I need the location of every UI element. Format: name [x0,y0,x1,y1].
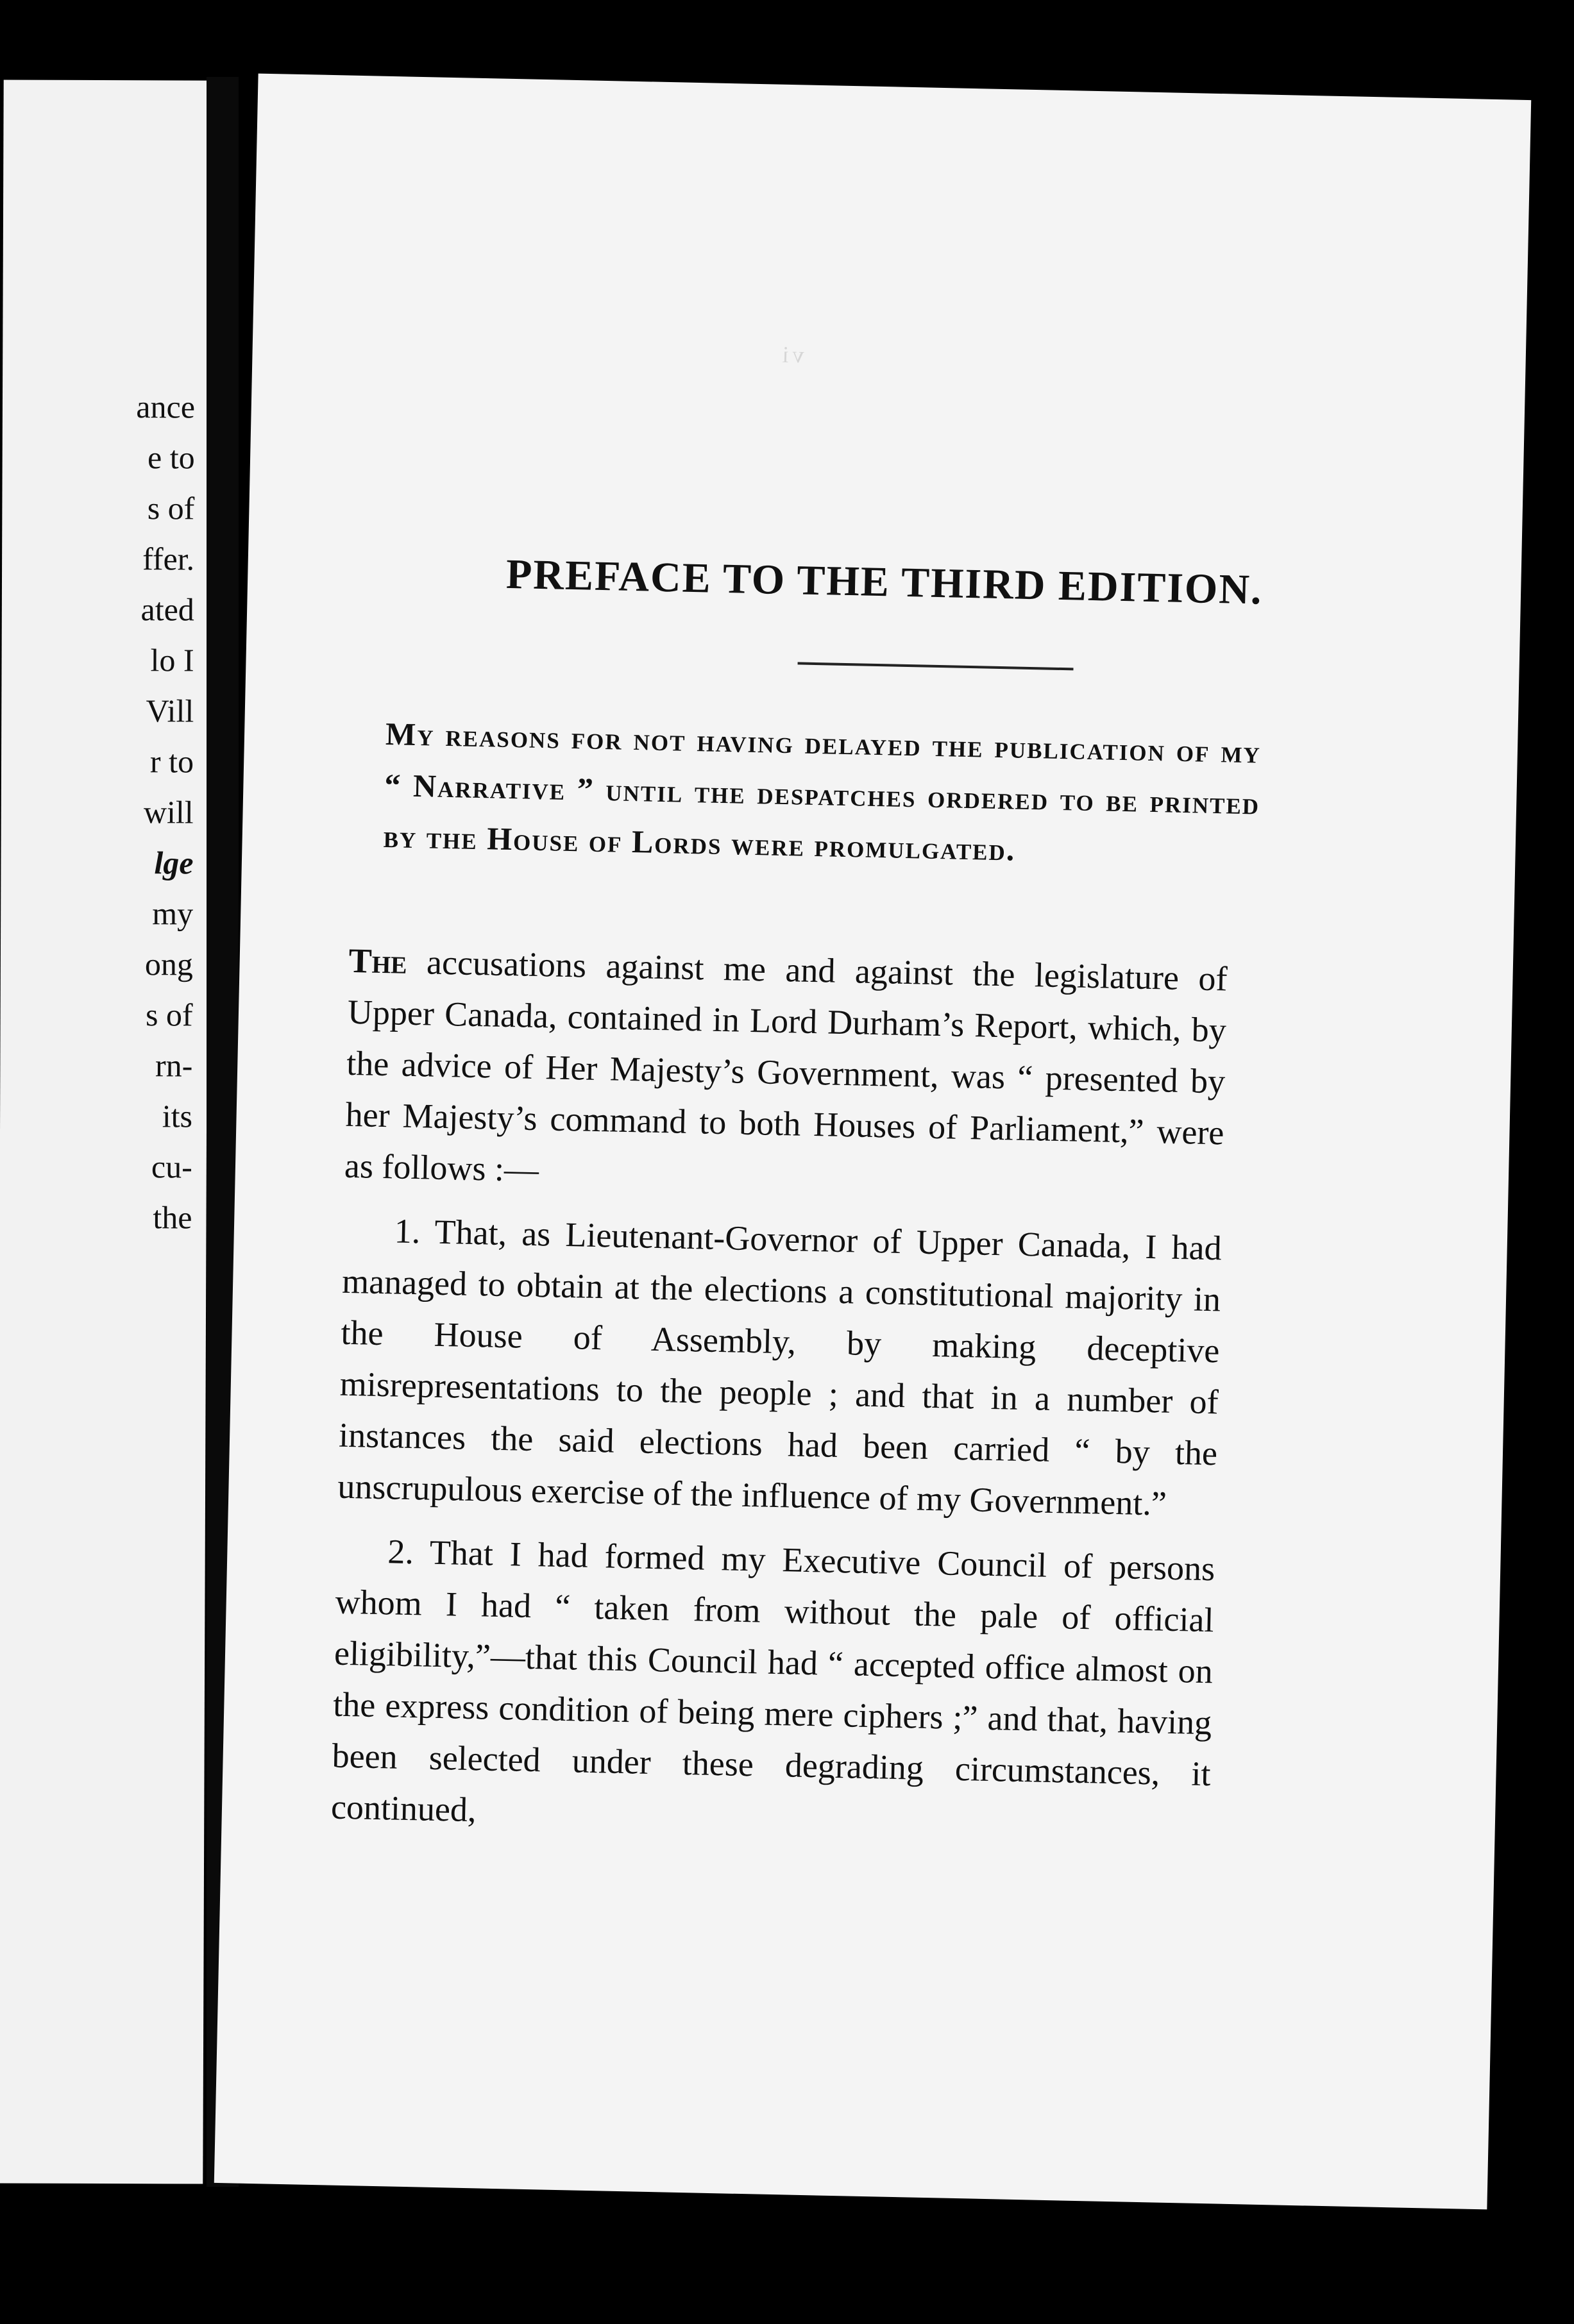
opening-paragraph [344,935,1228,1210]
right-page [214,74,1531,2210]
left-line: e to [147,439,195,476]
left-line: r to [149,743,194,780]
body-text [330,935,1228,1851]
left-line: s of [147,490,195,526]
left-line: s of [145,997,193,1033]
accusation-item-1: 1. That, as Lieutenant-Governor of Upper Canada, I had managed to obtain at the elections a constitutional majority in the House of Assembly, by making deceptive misrepresentations to the people ; and that in a number of instances the said elections had been carried “ by the unscrupulous exercise of the influence of my Government.” [337,1211,1223,1523]
left-line: Vill [146,693,194,729]
left-line: cu- [151,1149,192,1185]
section-subtitle: My reasons for not having delayed the publication of my “ Narrative ” until the despatches ordered to be printed by the House of Lords were promulgated. [383,715,1262,868]
title-rule [798,662,1074,670]
bleed-through-page-number: vi [778,341,805,368]
opening-lead: The [348,941,408,981]
left-line: ong [144,946,194,982]
opening-text: accusations against me and against the legislature of Upper Canada, contained in Lord Durham’s Report, which, by the advice of Her Majesty’s Government, was “ presented by her Majesty’s command to both Houses of Parliament,” were as follows :— [344,942,1228,1190]
left-page-text [133,382,195,1243]
left-line: my [152,895,194,932]
left-line: ated [140,591,194,628]
left-line: will [143,794,194,830]
page-title: PREFACE TO THE THIRD EDITION. [505,550,1264,614]
left-line: lge [154,845,194,881]
left-line: ffer. [142,541,195,577]
accusation-item-2: 2. That I had formed my Executive Council of persons whom I had “ taken from without the pale of official eligibility,”—that this Council had “ accepted office almost on the express condition of being mere ciphers ;” and that, having been selected under these degrading circumstances, it continued, [330,1532,1215,1830]
left-line: its [162,1098,193,1134]
left-line: the [153,1199,192,1236]
left-line: ance [136,389,196,425]
left-page [0,80,210,2184]
left-line: rn- [155,1047,193,1084]
left-line: lo I [150,642,194,678]
